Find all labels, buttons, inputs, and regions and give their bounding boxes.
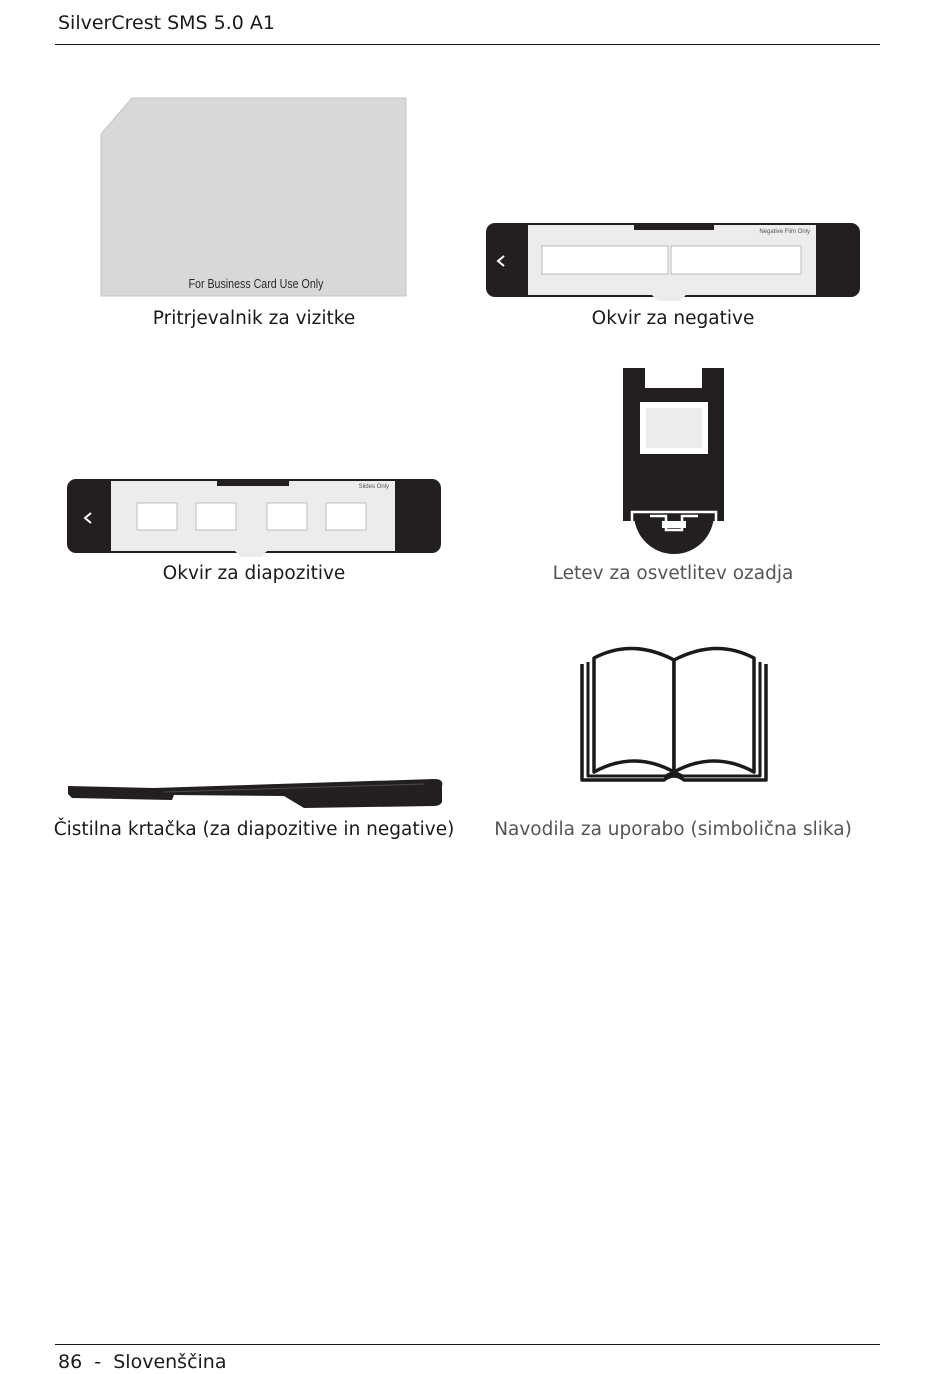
- header-divider: [55, 44, 880, 45]
- caption-user-manual: Navodila za uporabo (simbolična slika): [494, 819, 852, 840]
- caption-backlight-strip: Letev za osvetlitev ozadja: [552, 563, 794, 584]
- business-card-holder-image: [96, 94, 410, 300]
- business-card-label: For Business Card Use Only: [188, 275, 324, 292]
- cleaning-brush-image: [64, 774, 446, 812]
- negative-frame-label: Negative Film Only: [759, 229, 810, 235]
- backlight-strip-image: [620, 366, 728, 556]
- footer-text: [58, 1351, 226, 1373]
- page-number: 86: [58, 1351, 83, 1373]
- slide-frame-label: Slides Only: [358, 484, 389, 490]
- book-icon: [578, 640, 770, 786]
- footer-language: Slovenščina: [113, 1351, 227, 1373]
- slide-frame-image: [65, 476, 445, 560]
- caption-business-card-holder: Pritrjevalnik za vizitke: [152, 308, 356, 329]
- caption-slide-frame: Okvir za diapozitive: [162, 563, 346, 584]
- caption-negative-frame: Okvir za negative: [591, 308, 755, 329]
- header-title: SilverCrest SMS 5.0 A1: [58, 12, 275, 34]
- caption-cleaning-brush: Čistilna krtačka (za diapozitive in negative): [53, 819, 455, 840]
- footer-separator: -: [94, 1351, 102, 1373]
- footer-divider: [55, 1344, 880, 1345]
- negative-film-frame-image: [484, 220, 864, 304]
